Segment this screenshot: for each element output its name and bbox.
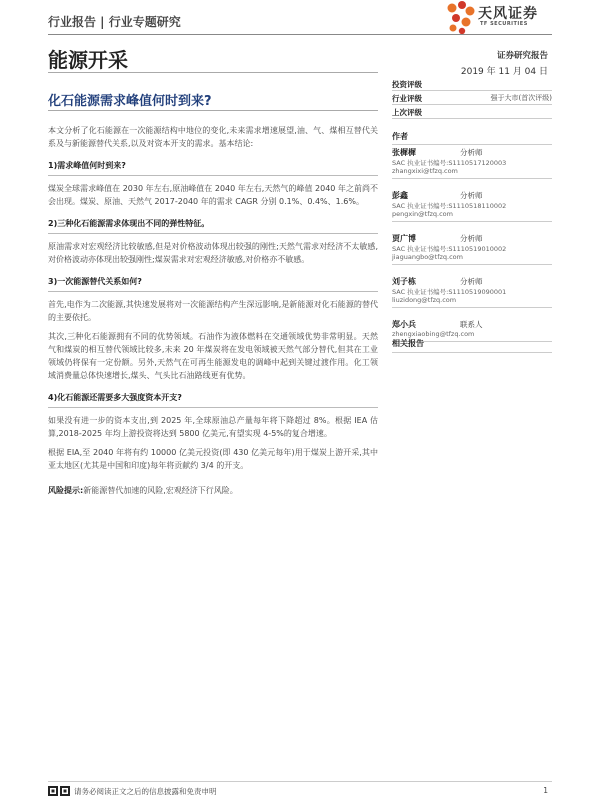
author-name: 刘子栋 xyxy=(392,277,416,286)
industry-rating-label: 行业评级 xyxy=(392,94,422,103)
related-reports-title: 相关报告 xyxy=(392,338,552,353)
author-sac: SAC 执业证书编号:S1110517120003 xyxy=(392,159,507,167)
industry-rating-value: 强于大市(首次评级) xyxy=(490,94,552,102)
logo-name: 天风证券 xyxy=(478,6,538,22)
report-title: 化石能源需求峰值何时到来? xyxy=(48,94,212,109)
risk-label: 风险提示: xyxy=(48,486,84,495)
footer-divider xyxy=(48,781,552,782)
author-role: 分析师 xyxy=(460,191,483,200)
author-name: 彭鑫 xyxy=(392,191,408,200)
author-role: 联系人 xyxy=(460,320,483,329)
author-sac: SAC 执业证书编号:S1110519090001 xyxy=(392,288,507,296)
report-type: 证券研究报告 xyxy=(496,51,548,61)
header-divider xyxy=(48,34,552,35)
author-item xyxy=(392,188,552,231)
author-role: 分析师 xyxy=(460,148,483,157)
author-email[interactable]: liuzidong@tfzq.com xyxy=(392,296,552,308)
page-number: 1 xyxy=(543,786,548,795)
author-name: 郑小兵 xyxy=(392,320,416,329)
risk-note xyxy=(48,484,378,497)
risk-text: 新能源替代加速的风险,宏观经济下行风险。 xyxy=(83,486,238,495)
author-email[interactable]: pengxin@tfzq.com xyxy=(392,210,552,222)
section-4-paragraph-2: 根据 EIA,至 2040 年将有约 10000 亿美元投资(即 430 亿美元每年)用于煤炭上游开采,其中亚太地区(尤其是中国和印度)每年将贡献约 3/4 的开支。 xyxy=(48,448,378,470)
author-item xyxy=(392,145,552,188)
footer-disclaimer: 请务必阅读正文之后的信息披露和免责申明 xyxy=(74,787,217,796)
author-item xyxy=(392,231,552,274)
main-body xyxy=(48,124,378,503)
title-divider xyxy=(48,110,378,111)
last-rating-row xyxy=(392,105,552,119)
author-sac: SAC 执业证书编号:S1110518110002 xyxy=(392,202,507,210)
section-title-4: 4)化石能源还需要多大强度资本开支? xyxy=(48,388,378,408)
qr-code-icon xyxy=(48,786,70,796)
section-title-2: 2)三种化石能源需求体现出不同的弹性特征。 xyxy=(48,214,378,234)
sector-title: 能源开采 xyxy=(48,48,128,72)
section-title-3: 3)一次能源替代关系如何? xyxy=(48,272,378,292)
author-name: 贾广博 xyxy=(392,234,416,243)
side-column xyxy=(392,77,552,347)
rating-title: 投资评级 xyxy=(392,80,422,89)
section-2-paragraph: 原油需求对宏观经济比较敏感,但是对价格波动体现出较强的刚性;天然气需求对经济不太敏感,对价格波动亦体现出较强刚性;煤炭需求对宏观经济敏感,对价格亦不敏感。 xyxy=(48,242,378,264)
sector-divider xyxy=(48,72,378,73)
author-email[interactable]: zhengxiaobing@tfzq.com xyxy=(392,330,552,342)
author-role: 分析师 xyxy=(460,234,483,243)
logo-sub: TF SECURITIES xyxy=(480,21,528,27)
intro-paragraph: 本文分析了化石能源在一次能源结构中地位的变化,未来需求增速展望,油、气、煤相互替代关系及与新能源替代关系,以及对资本开支的需求。基本结论: xyxy=(48,126,378,148)
authors-title: 作者 xyxy=(392,131,552,145)
section-title-1: 1)需求峰值何时到来? xyxy=(48,156,378,176)
last-rating-label: 上次评级 xyxy=(392,108,422,117)
section-3-paragraph-1: 首先,电作为二次能源,其快速发展将对一次能源结构产生深远影响,是新能源对化石能源的替代的主要依托。 xyxy=(48,300,378,322)
author-role: 分析师 xyxy=(460,277,483,286)
section-4-paragraph-1: 如果没有进一步的资本支出,到 2025 年,全球原油总产量每年将下降超过 8%。根据 IEA 估算,2018-2025 年均上游投资将达到 5800 亿美元,有望实现 4-5%的复合增速。 xyxy=(48,416,378,438)
report-category: 行业报告 | 行业专题研究 xyxy=(48,15,181,29)
author-sac: SAC 执业证书编号:S1110519010002 xyxy=(392,245,507,253)
author-name: 张樨樨 xyxy=(392,148,416,157)
industry-rating-row xyxy=(392,91,552,105)
author-email[interactable]: zhangxixi@tfzq.com xyxy=(392,167,552,179)
author-email[interactable]: jiaguangbo@tfzq.com xyxy=(392,253,552,265)
rating-title-row xyxy=(392,77,552,91)
section-1-paragraph: 煤炭全球需求峰值在 2030 年左右,原油峰值在 2040 年左右,天然气的峰值 2040 年之前尚不会出现。煤炭、原油、天然气 2017-2040 年的需求 CAGR 分别 0.1%、0.4%、1.6%。 xyxy=(48,184,378,206)
author-item xyxy=(392,274,552,317)
report-date: 2019 年 11 月 04 日 xyxy=(460,67,548,77)
section-3-paragraph-2: 其次,三种化石能源拥有不同的优势领域。石油作为液体燃料在交通领域优势非常明显。天然气和煤炭的相互替代领域比较多,未来 20 年煤炭将在发电领域被天然气部分替代,但其在工业领域仍将保有一定份额。另外,天然气在可再生能源发电的调峰中起到关键过渡作用。化工领域消费量总体快速增长,煤头、气头比石油路线更有优势。 xyxy=(48,332,378,380)
